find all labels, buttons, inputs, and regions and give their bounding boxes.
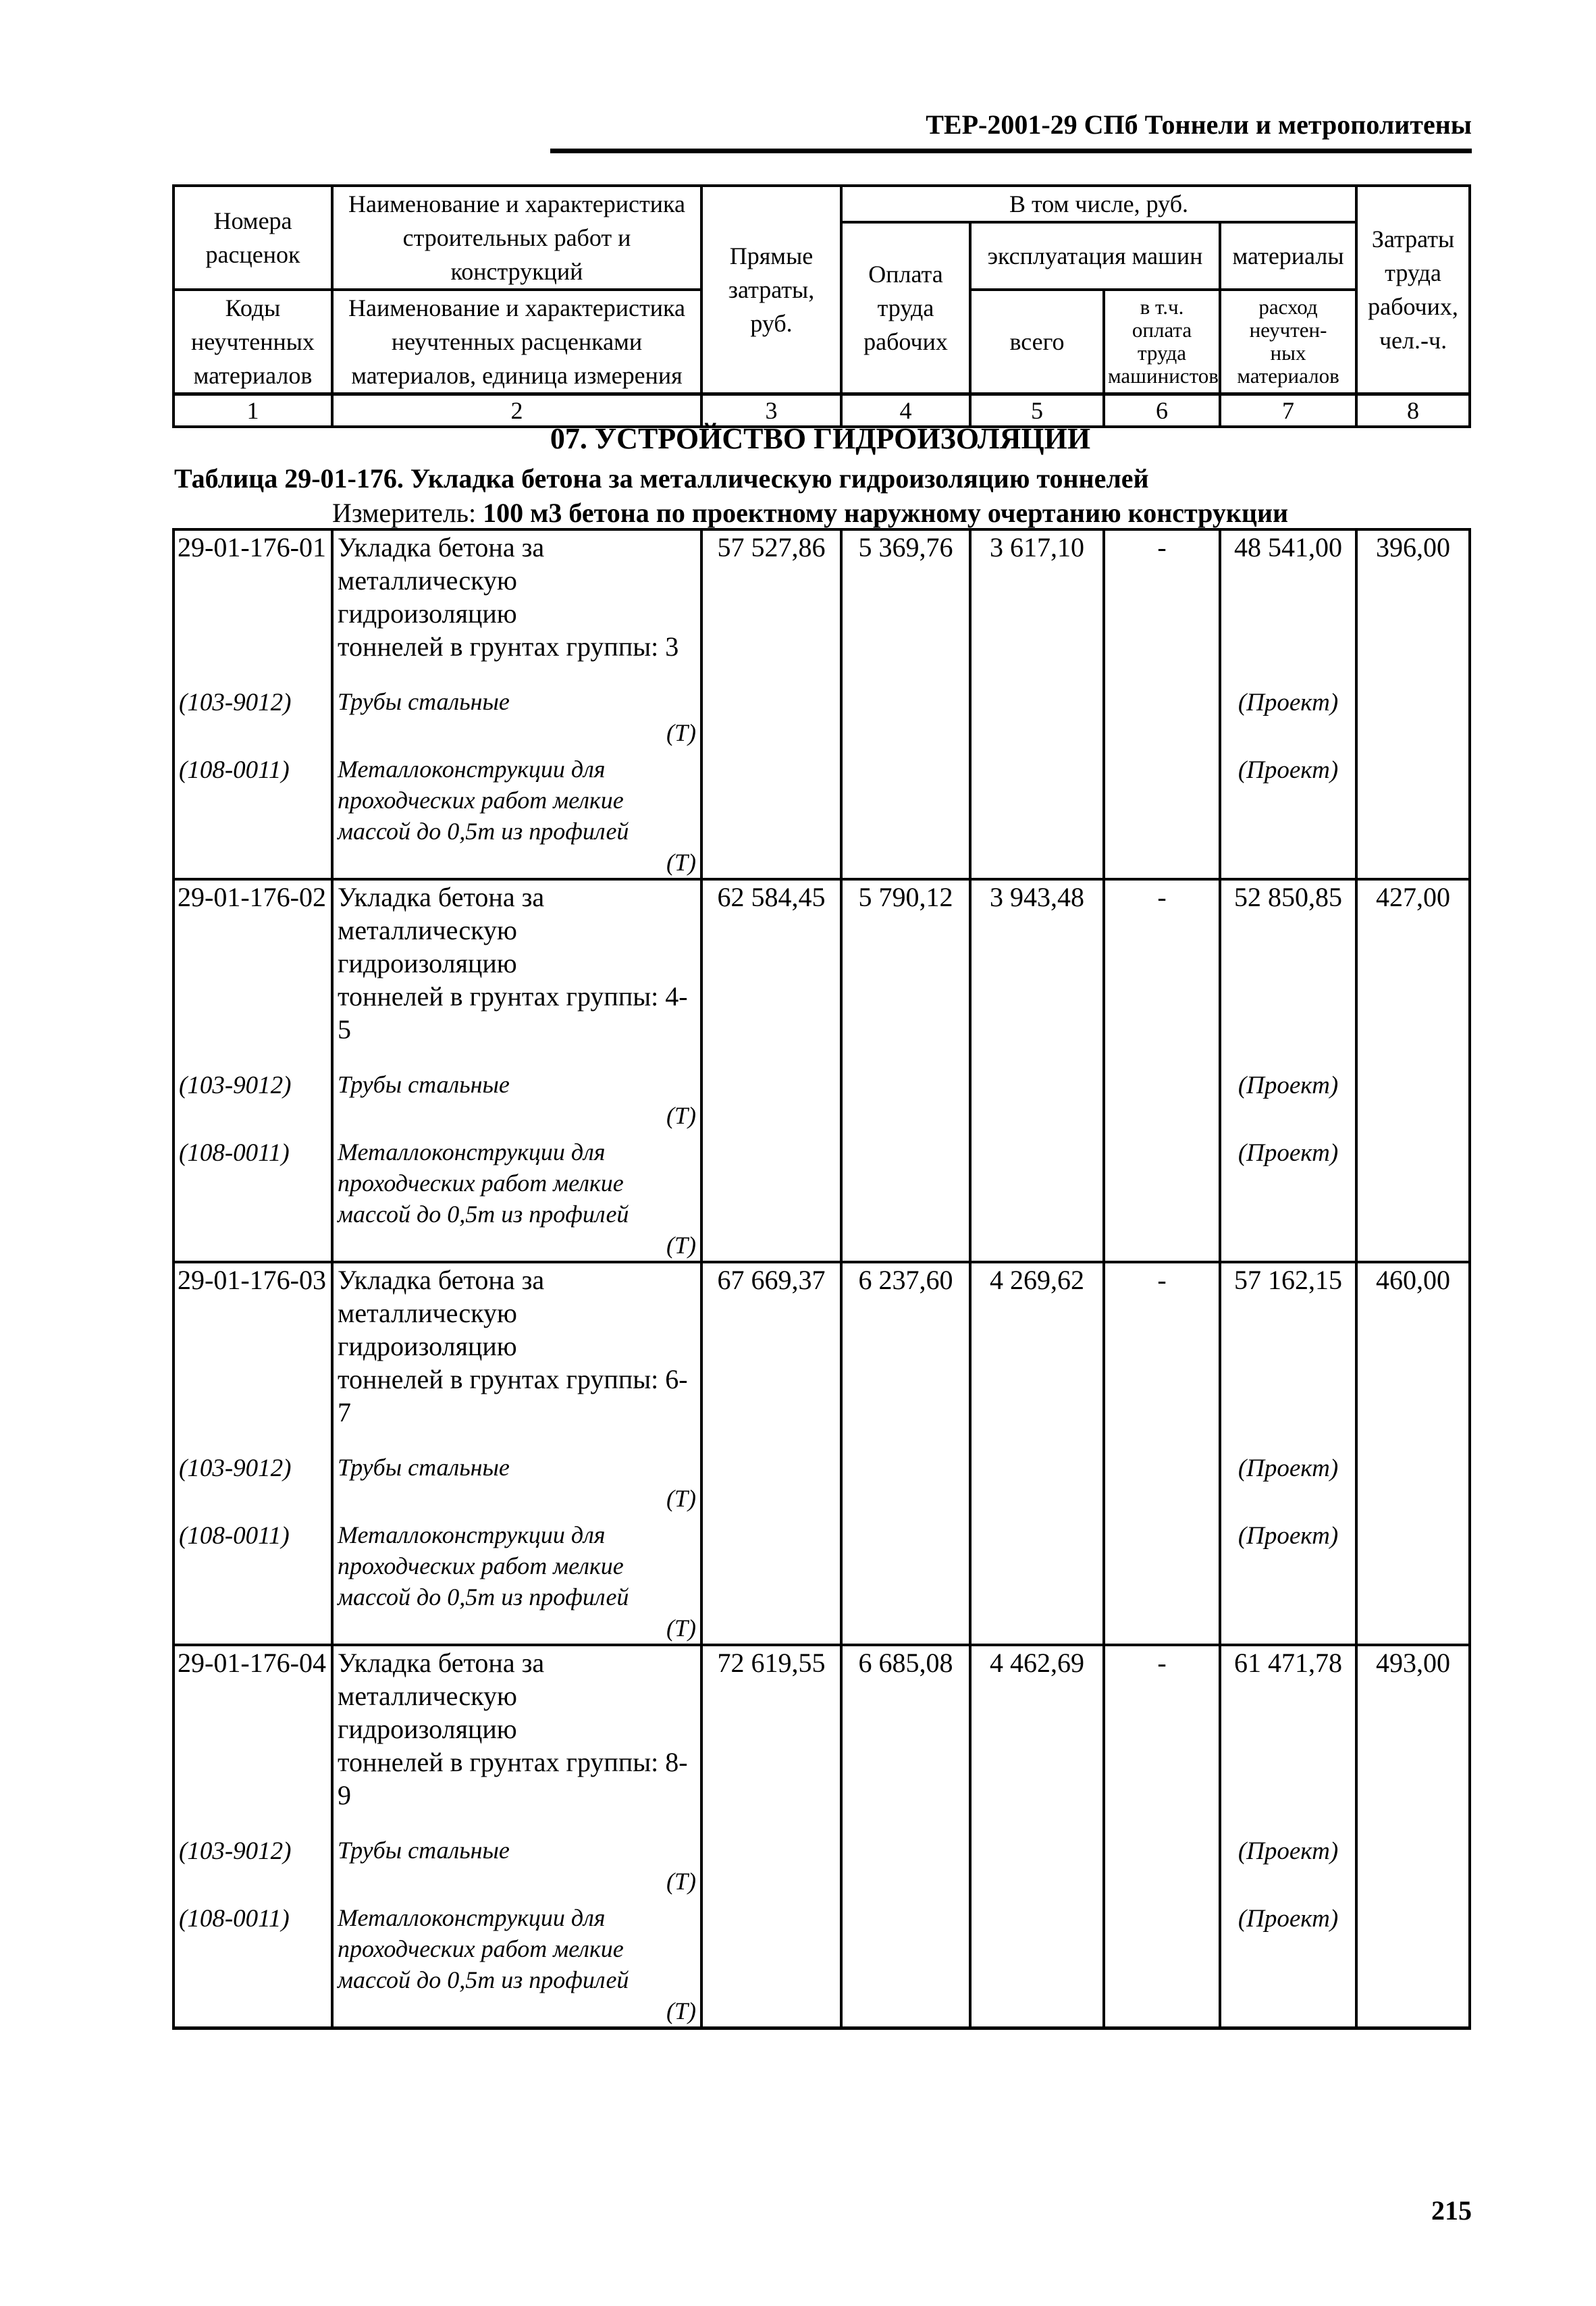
rate-row [174, 879, 1470, 1046]
operator-pay: - [1104, 1645, 1220, 1812]
header-labor-hours: Затраты труда рабочих, чел.-ч. [1356, 186, 1470, 394]
material-row [174, 1812, 1470, 1897]
column-number-row: 1 2 3 4 5 6 7 8 [174, 394, 1470, 427]
material-tag: (Проект) [1220, 748, 1356, 879]
material-row [174, 663, 1470, 748]
meter-line [332, 496, 1480, 530]
worker-pay: 6 237,60 [841, 1262, 970, 1429]
material-code: (108-0011) [174, 1514, 332, 1645]
rate-name: Укладка бетона за металлическую гидроизоляцию тоннелей в грунтах группы: 4-5 [332, 879, 701, 1046]
material-name: Трубы стальные (Т) [332, 663, 701, 748]
section-title: 07. УСТРОЙСТВО ГИДРОИЗОЛЯЦИИ [550, 422, 1091, 455]
material-row [174, 748, 1470, 879]
rate-name: Укладка бетона за металлическую гидроизоляцию тоннелей в грунтах группы: 8-9 [332, 1645, 701, 1812]
rates-table [172, 528, 1471, 2030]
machine-costs: 3 617,10 [970, 529, 1104, 663]
operator-pay: - [1104, 529, 1220, 663]
rate-row [174, 1645, 1470, 1812]
header-worker-pay: Оплата труда рабочих [841, 222, 970, 394]
header-materials: материалы [1220, 222, 1356, 290]
material-name: Трубы стальные (Т) [332, 1812, 701, 1897]
header-work-name: Наименование и характеристика строительных работ и конструкций [332, 186, 701, 290]
rate-code: 29-01-176-01 [174, 529, 332, 663]
rate-name: Укладка бетона за металлическую гидроизоляцию тоннелей в грунтах группы: 6-7 [332, 1262, 701, 1429]
material-row [174, 1046, 1470, 1131]
material-code: (108-0011) [174, 1897, 332, 2028]
header-operator-pay: в т.ч. оплата труда машинистов [1104, 290, 1220, 394]
rate-row [174, 1262, 1470, 1429]
meter-value: 100 м3 бетона по проектному наружному очертанию конструкции [483, 498, 1289, 528]
material-tag: (Проект) [1220, 1131, 1356, 1262]
material-row [174, 1131, 1470, 1262]
header-including: В том числе, руб. [841, 186, 1356, 222]
header-material-codes: Коды неучтенных материалов [174, 290, 332, 394]
material-costs: 57 162,15 [1220, 1262, 1356, 1429]
material-code: (108-0011) [174, 748, 332, 879]
document-header: ТЕР-2001-29 СПб Тоннели и метрополитены [550, 101, 1472, 153]
labor-hours: 460,00 [1356, 1262, 1470, 1429]
material-tag: (Проект) [1220, 1429, 1356, 1514]
material-row [174, 1897, 1470, 2028]
material-row [174, 1429, 1470, 1514]
header-material-names: Наименование и характеристика неучтенных расценками материалов, единица измерения [332, 290, 701, 394]
material-name: Металлоконструкции для проходческих работ мелкие массой до 0,5т из профилей (Т) [332, 1131, 701, 1262]
material-name: Металлоконструкции для проходческих работ мелкие массой до 0,5т из профилей (Т) [332, 748, 701, 879]
page-number: 215 [1431, 2195, 1472, 2226]
labor-hours: 493,00 [1356, 1645, 1470, 1812]
machine-costs: 4 269,62 [970, 1262, 1104, 1429]
direct-costs: 67 669,37 [701, 1262, 841, 1429]
material-name: Металлоконструкции для проходческих работ мелкие массой до 0,5т из профилей (Т) [332, 1897, 701, 2028]
machine-costs: 4 462,69 [970, 1645, 1104, 1812]
rate-code: 29-01-176-04 [174, 1645, 332, 1812]
material-costs: 48 541,00 [1220, 529, 1356, 663]
labor-hours: 396,00 [1356, 529, 1470, 663]
direct-costs: 72 619,55 [701, 1645, 841, 1812]
machine-costs: 3 943,48 [970, 879, 1104, 1046]
rate-row [174, 529, 1470, 663]
header-rate-numbers: Номера расценок [174, 186, 332, 290]
material-tag: (Проект) [1220, 663, 1356, 748]
material-name: Трубы стальные (Т) [332, 1046, 701, 1131]
header-direct-costs: Прямые затраты, руб. [701, 186, 841, 394]
column-header-table [172, 184, 1471, 428]
direct-costs: 57 527,86 [701, 529, 841, 663]
labor-hours: 427,00 [1356, 879, 1470, 1046]
material-name: Трубы стальные (Т) [332, 1429, 701, 1514]
material-name: Металлоконструкции для проходческих работ мелкие массой до 0,5т из профилей (Т) [332, 1514, 701, 1645]
worker-pay: 5 790,12 [841, 879, 970, 1046]
material-code: (103-9012) [174, 1812, 332, 1897]
material-code: (103-9012) [174, 1429, 332, 1514]
header-machines-total: всего [970, 290, 1104, 394]
rate-code: 29-01-176-02 [174, 879, 332, 1046]
material-costs: 61 471,78 [1220, 1645, 1356, 1812]
header-material-consumption: расход неучтен- ных материалов [1220, 290, 1356, 394]
operator-pay: - [1104, 879, 1220, 1046]
meter-label: Измеритель: [332, 498, 477, 528]
material-tag: (Проект) [1220, 1046, 1356, 1131]
material-tag: (Проект) [1220, 1514, 1356, 1645]
worker-pay: 6 685,08 [841, 1645, 970, 1812]
worker-pay: 5 369,76 [841, 529, 970, 663]
operator-pay: - [1104, 1262, 1220, 1429]
material-code: (108-0011) [174, 1131, 332, 1262]
direct-costs: 62 584,45 [701, 879, 841, 1046]
rate-code: 29-01-176-03 [174, 1262, 332, 1429]
material-tag: (Проект) [1220, 1897, 1356, 2028]
material-tag: (Проект) [1220, 1812, 1356, 1897]
header-machine-operation: эксплуатация машин [970, 222, 1220, 290]
material-costs: 52 850,85 [1220, 879, 1356, 1046]
material-code: (103-9012) [174, 663, 332, 748]
material-row [174, 1514, 1470, 1645]
rate-name: Укладка бетона за металлическую гидроизоляцию тоннелей в грунтах группы: 3 [332, 529, 701, 663]
material-code: (103-9012) [174, 1046, 332, 1131]
table-title: Таблица 29-01-176. Укладка бетона за металлическую гидроизоляцию тоннелей [174, 463, 1149, 494]
